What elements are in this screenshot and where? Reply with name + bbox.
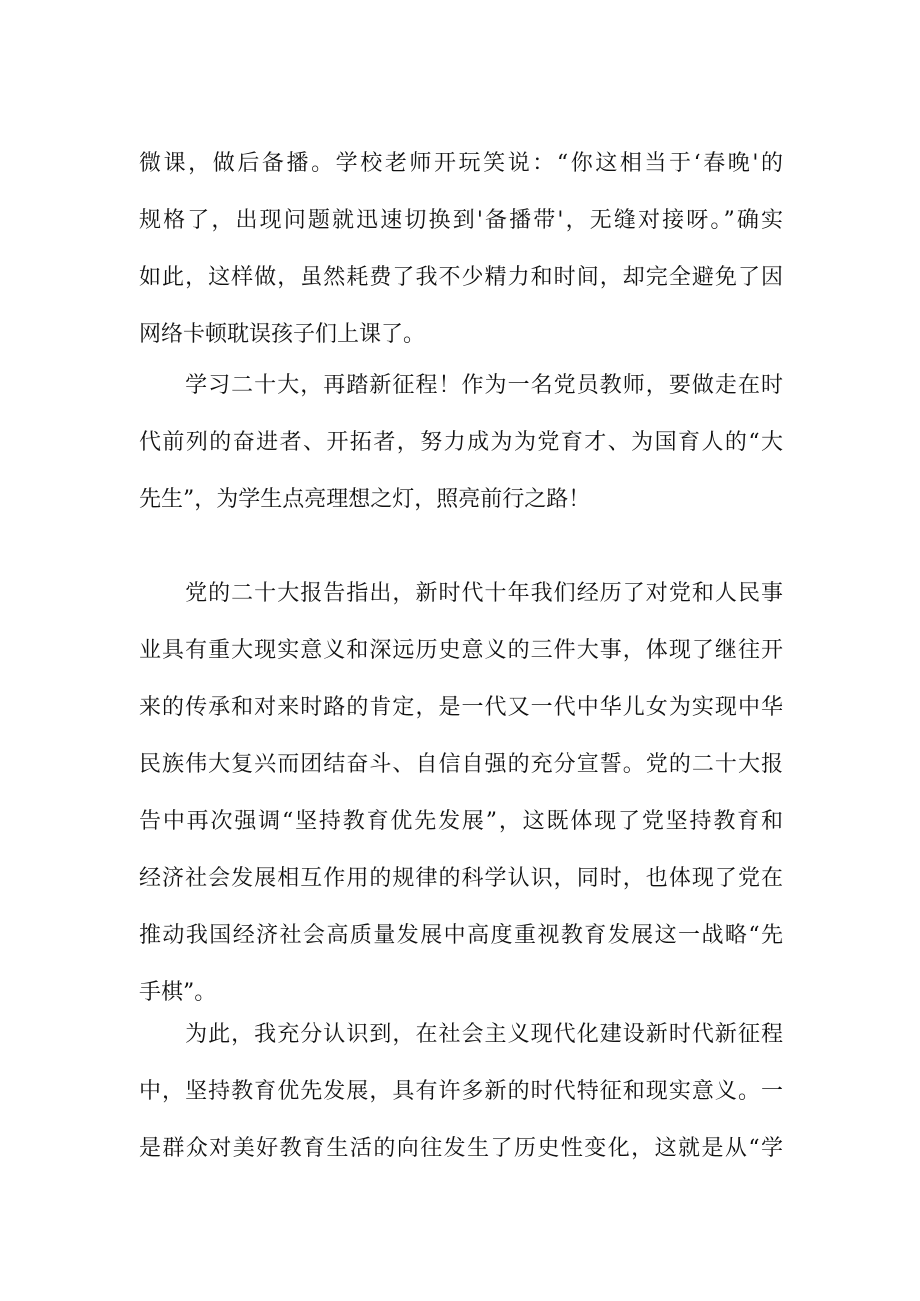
text-line: 经济社会发展相互作用的规律的科学认识，同时，也体现了党在 xyxy=(139,866,783,891)
text-line: 民族伟大复兴而团结奋斗、自信自强的充分宣誓。党的二十大报 xyxy=(139,752,783,777)
text-line: 学习二十大，再踏新征程！作为一名党员教师，要做走在时 xyxy=(139,373,783,398)
text-line: 来的传承和对来时路的肯定，是一代又一代中华儿女为实现中华 xyxy=(139,695,783,720)
text-line: 手棋”。 xyxy=(139,980,217,1005)
text-line: 告中再次强调“坚持教育优先发展”，这既体现了党坚持教育和 xyxy=(139,809,783,834)
paragraph-report-points xyxy=(139,580,783,1036)
text-line: 网络卡顿耽误孩子们上课了。 xyxy=(139,322,426,347)
text-line: 党的二十大报告指出，新时代十年我们经历了对党和人民事 xyxy=(139,581,783,606)
paragraph-backup-broadcast xyxy=(139,150,783,378)
text-line: 业具有重大现实意义和深远历史意义的三件大事，体现了继往开 xyxy=(139,638,783,663)
text-line: 先生”，为学生点亮理想之灯，照亮前行之路！ xyxy=(139,487,591,512)
text-line: 代前列的奋进者、开拓者，努力成为为党育才、为国育人的“大 xyxy=(139,430,783,455)
paragraph-education-priority xyxy=(139,1021,783,1192)
text-line: 推动我国经济社会高质量发展中高度重视教育发展这一战略“先 xyxy=(139,923,783,948)
text-line: 微课，做后备播。学校老师开玩笑说：“你这相当于‘春晚'的 xyxy=(139,151,783,176)
paragraph-study-twentieth xyxy=(139,372,783,543)
text-line: 是群众对美好教育生活的向往发生了历史性变化，这就是从“学 xyxy=(139,1136,783,1161)
text-line: 中，坚持教育优先发展，具有许多新的时代特征和现实意义。一 xyxy=(139,1079,783,1104)
text-line: 规格了，出现问题就迅速切换到'备播带'，无缝对接呀。”确实 xyxy=(139,208,783,233)
text-line: 为此，我充分认识到，在社会主义现代化建设新时代新征程 xyxy=(139,1022,783,1047)
text-line: 如此，这样做，虽然耗费了我不少精力和时间，却完全避免了因 xyxy=(139,265,783,290)
